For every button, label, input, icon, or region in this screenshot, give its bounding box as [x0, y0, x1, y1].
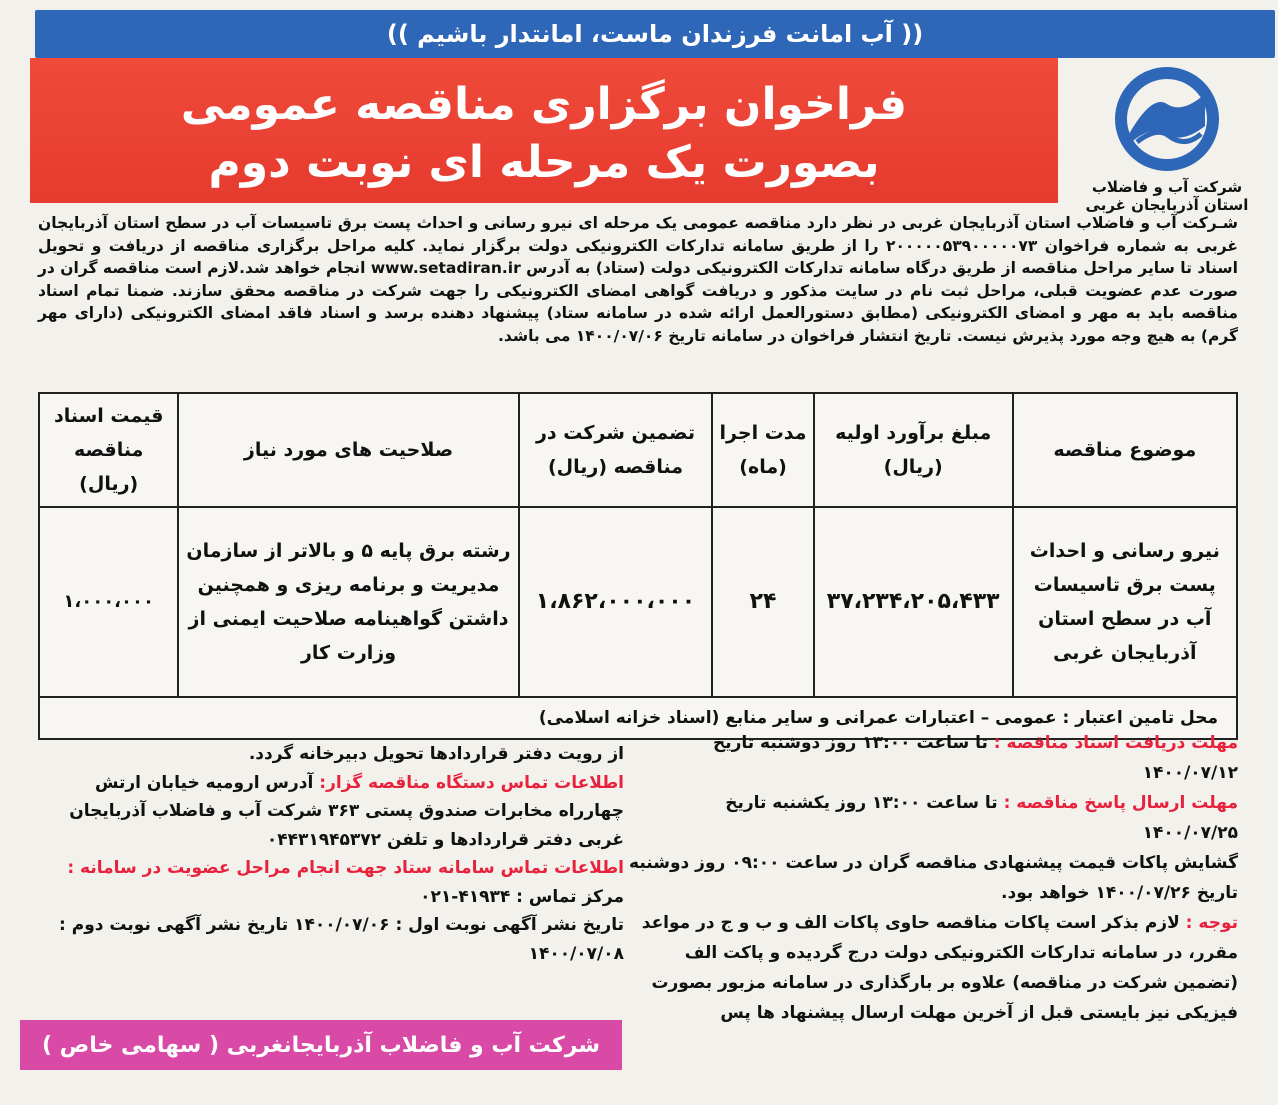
company-name-line-1: شرکت آب و فاضلاب	[1091, 178, 1243, 196]
receive-deadline-text: تا ساعت ۱۳:۰۰ روز دوشنبه تاریخ ۱۴۰۰/۰۷/۱۲	[712, 733, 1238, 783]
table-row	[39, 507, 1237, 697]
cell-guarantee: ۱،۸۶۲،۰۰۰،۰۰۰	[519, 507, 713, 697]
setad-call-center: مرکز تماس : ۴۱۹۳۴-۰۲۱	[420, 886, 624, 907]
submit-deadline-text: تا ساعت ۱۳:۰۰ روز یکشنبه تاریخ ۱۴۰۰/۰۷/۲۵	[725, 793, 1238, 843]
company-logo-block	[1060, 58, 1274, 214]
deadlines-column	[628, 728, 1238, 1028]
receive-deadline	[628, 728, 1238, 788]
cell-qualifications: رشته برق پایه ۵ و بالاتر از سازمان مدیریت و برنامه ریزی و همچنین داشتن گواهینامه صلاحیت ایمنی از وزارت کار	[178, 507, 518, 697]
submit-deadline-label: مهلت ارسال پاسخ مناقصه :	[1003, 793, 1238, 813]
cell-subject: نیرو رسانی و احداث پست برق تاسیسات آب در سطح استان آذربایجان غربی	[1013, 507, 1237, 697]
header-duration: مدت اجرا (ماه)	[712, 393, 813, 507]
slogan-banner: (( آب امانت فرزندان ماست، امانتدار باشیم ))	[35, 10, 1275, 58]
organizer-contact	[38, 769, 624, 855]
note-continuation: از رویت دفتر قراردادها تحویل دبیرخانه گردد.	[248, 744, 624, 764]
title-banner	[30, 58, 1058, 203]
contact-column	[38, 740, 624, 968]
title-line-1: فراخوان برگزاری مناقصه عمومی	[180, 79, 908, 130]
submit-deadline	[628, 788, 1238, 848]
funding-source: محل تامین اعتبار : عمومی – اعتبارات عمرانی و سایر منابع (اسناد خزانه اسلامی)	[39, 697, 1237, 739]
receive-deadline-label: مهلت دریافت اسناد مناقصه :	[993, 733, 1238, 753]
cell-estimate: ۳۷،۲۳۴،۲۰۵،۴۳۳	[814, 507, 1013, 697]
organizer-contact-label: اطلاعات تماس دستگاه مناقصه گزار:	[319, 772, 624, 793]
title-line-2: بصورت یک مرحله ای نوبت دوم	[208, 137, 880, 188]
note	[628, 908, 1238, 1028]
company-name-line-2: استان آذربایجان غربی	[1085, 196, 1249, 214]
setad-contact-label: اطلاعات تماس سامانه ستاد جهت انجام مراحل عضویت در سامانه :	[67, 858, 624, 878]
cell-duration: ۲۴	[712, 507, 813, 697]
note-label: توجه :	[1185, 913, 1238, 933]
footer-company-banner: شرکت آب و فاضلاب آذربایجانغربی ( سهامی خاص )	[20, 1020, 622, 1070]
table-header-row	[39, 393, 1237, 507]
water-company-logo-icon	[1107, 64, 1227, 174]
header-doc-price: قیمت اسناد مناقصه (ریال)	[39, 393, 178, 507]
intro-paragraph: شـرکت آب و فاضلاب استان آذربایجان غربی در نظر دارد مناقصه عمومی یک مرحله ای نیرو رسانی و احداث پست برق تاسیسات آب در سطح استان آذربایجان غربی به شماره فراخوان ۲۰۰۰۰۰۵۳۹۰۰۰۰۰۷۳ را از طریق سامانه تدارکات الکترونیکی دولت برگزار نماید. کلیه مراحل برگزاری مناقصه از دریافت و تحویل اسناد تا سایر مراحل مناقصه از طریق درگاه سامانه تدارکات الکترونیکی دولت (ستاد) به آدرس www.setadiran.ir انجام خواهد شد.لازم است مناقصه گران در صورت عدم عضویت قبلی، مراحل ثبت نام در سایت مذکور و دریافت گواهی امضای الکترونیکی را جهت شرکت در مناقصه محقق سازند. ضمنا تمام اسناد مناقصه باید به مهر و امضای الکترونیکی (مطابق دستورالعمل ارائه شده در سامانه ستاد) پیشنهاد دهنده برسد و اسناد فاقد امضای الکترونیکی (دارای مهر گرم) به هیچ وجه مورد پذیرش نیست. تاریخ انتشار فراخوان در سامانه تاریخ ۱۴۰۰/۰۷/۰۶ می باشد.	[38, 214, 1238, 345]
header-qualifications: صلاحیت های مورد نیاز	[178, 393, 518, 507]
header-estimate: مبلغ برآورد اولیه (ریال)	[814, 393, 1013, 507]
publication-dates: تاریخ نشر آگهی نوبت اول : ۱۴۰۰/۰۷/۰۶ تاریخ نشر آگهی نوبت دوم : ۱۴۰۰/۰۷/۰۸	[59, 915, 624, 964]
opening-info: گشایش پاکات قیمت پیشنهادی مناقصه گران در ساعت ۰۹:۰۰ روز دوشنبه تاریخ ۱۴۰۰/۰۷/۲۶ خواهد بود.	[629, 853, 1238, 903]
cell-doc-price: ۱،۰۰۰،۰۰۰	[39, 507, 178, 697]
organizer-contact-text: آدرس ارومیه خیابان ارتش چهارراه مخابرات صندوق پستی ۳۶۳ شرکت آب و فاضلاب آذربایجان غربی دفتر قراردادها و تلفن ۰۴۴۳۱۹۴۵۳۷۲	[69, 772, 624, 850]
tender-table	[38, 392, 1238, 740]
header-subject: موضوع مناقصه	[1013, 393, 1237, 507]
note-text: لازم بذکر است پاکات مناقصه حاوی پاکات الف و ب و ج در مواعد مقرر، در سامانه تدارکات الکترونیکی دولت درج گردیده و پاکت الف (تضمین شرکت در مناقصه) علاوه بر بارگذاری در سامانه مزبور بصورت فیزیکی نیز بایستی قبل از آخرین مهلت ارسال پیشنهاد ها پس	[641, 913, 1238, 1023]
header-guarantee: تضمین شرکت در مناقصه (ریال)	[519, 393, 713, 507]
